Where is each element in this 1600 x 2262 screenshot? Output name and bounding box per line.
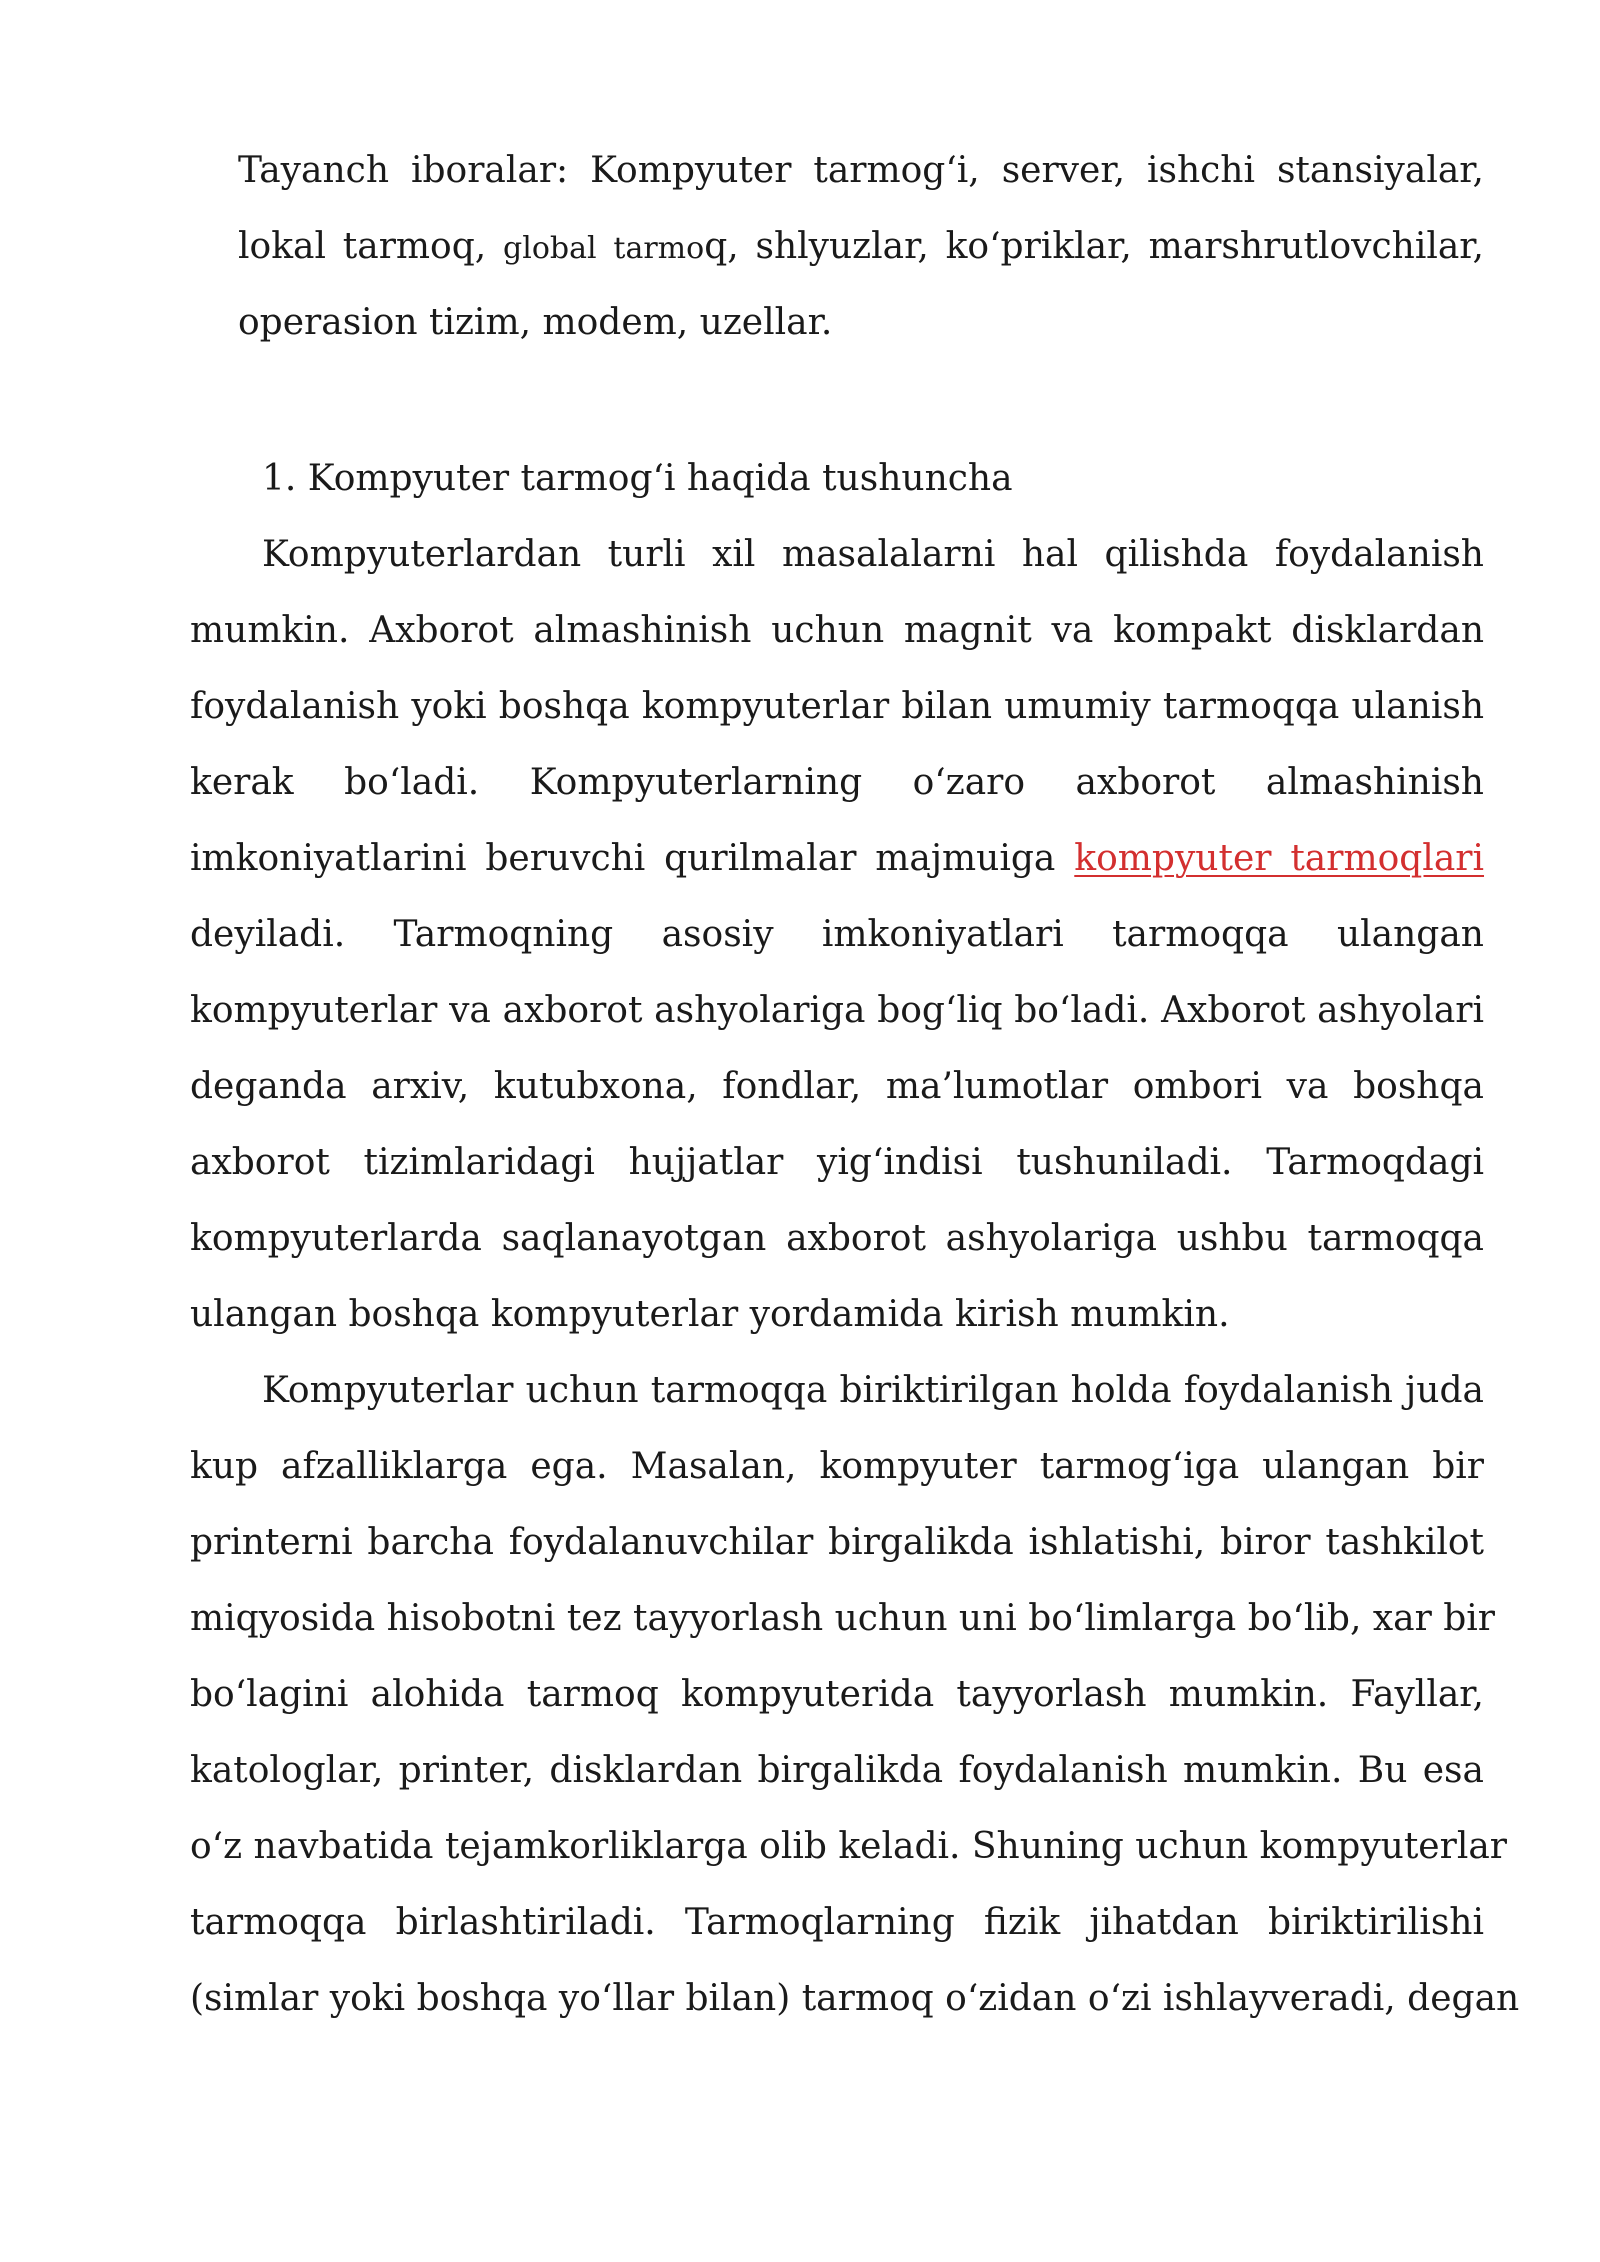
paragraph-line: kompyuterlarda saqlanayotgan axborot ashyolariga ushbu tarmoqqa bbox=[190, 1218, 1484, 1259]
keywords-text: global bbox=[503, 231, 597, 266]
keywords-text: tarmo bbox=[613, 231, 705, 266]
paragraph-line: bo‘lagini alohida tarmoq kompyuterida tayyorlash mumkin. Fayllar, bbox=[190, 1674, 1484, 1715]
paragraph-line: mumkin. Axborot almashinish uchun magnit va kompakt disklardan bbox=[190, 610, 1484, 651]
paragraph-line: kerak bo‘ladi. Kompyuterlarning o‘zaro axborot almashinish bbox=[190, 762, 1484, 803]
paragraph-line: kup afzalliklarga ega. Masalan, kompyuter tarmog‘iga ulangan bir bbox=[190, 1446, 1484, 1487]
keywords-text: lokal tarmoq, bbox=[238, 226, 487, 267]
paragraph-line bbox=[190, 829, 1484, 889]
kompyuter-tarmoqlari-link[interactable]: kompyuter tarmoqlari bbox=[1074, 838, 1485, 879]
keywords-line-2 bbox=[238, 217, 1484, 277]
section-heading: 1. Kompyuter tarmog‘i haqida tushuncha bbox=[262, 458, 1013, 499]
paragraph-line: kompyuterlar va axborot ashyolariga bog‘liq bo‘ladi. Axborot ashyolari bbox=[190, 990, 1484, 1031]
paragraph-line: foydalanish yoki boshqa kompyuterlar bilan umumiy tarmoqqa ulanish bbox=[190, 686, 1484, 727]
keywords-text: q, shlyuzlar, ko‘priklar, marshrutlovchilar, bbox=[704, 226, 1484, 267]
keywords-text bbox=[613, 226, 1484, 267]
paragraph-line: (simlar yoki boshqa yo‘llar bilan) tarmoq o‘zidan o‘zi ishlayveradi, degan bbox=[190, 1978, 1520, 2019]
paragraph-line: deganda arxiv, kutubxona, fondlar, ma’lumotlar ombori va boshqa bbox=[190, 1066, 1484, 1107]
paragraph-line: ulangan boshqa kompyuterlar yordamida kirish mumkin. bbox=[190, 1294, 1230, 1335]
paragraph-line: o‘z navbatida tejamkorliklarga olib keladi. Shuning uchun kompyuterlar bbox=[190, 1826, 1508, 1867]
paragraph-text: imkoniyatlarini beruvchi qurilmalar majmuiga bbox=[190, 838, 1056, 879]
paragraph-line: printerni barcha foydalanuvchilar birgalikda ishlatishi, biror tashkilot bbox=[190, 1522, 1484, 1563]
paragraph-line: miqyosida hisobotni tez tayyorlash uchun uni bo‘limlarga bo‘lib, xar bir bbox=[190, 1598, 1496, 1639]
paragraph-line: katologlar, printer, disklardan birgalikda foydalanish mumkin. Bu esa bbox=[190, 1750, 1484, 1791]
paragraph-line: Kompyuterlardan turli xil masalalarni hal qilishda foydalanish bbox=[262, 534, 1484, 575]
paragraph-line: Kompyuterlar uchun tarmoqqa biriktirilgan holda foydalanish juda bbox=[262, 1370, 1484, 1411]
keywords-line-3: operasion tizim, modem, uzellar. bbox=[238, 302, 833, 343]
paragraph-line: tarmoqqa birlashtiriladi. Tarmoqlarning fizik jihatdan biriktirilishi bbox=[190, 1902, 1484, 1943]
paragraph-line: axborot tizimlaridagi hujjatlar yig‘indisi tushuniladi. Tarmoqdagi bbox=[190, 1142, 1484, 1183]
keywords-line-1: Tayanch iboralar: Kompyuter tarmog‘i, server, ishchi stansiyalar, bbox=[238, 150, 1484, 191]
paragraph-line: deyiladi. Tarmoqning asosiy imkoniyatlari tarmoqqa ulangan bbox=[190, 914, 1484, 955]
